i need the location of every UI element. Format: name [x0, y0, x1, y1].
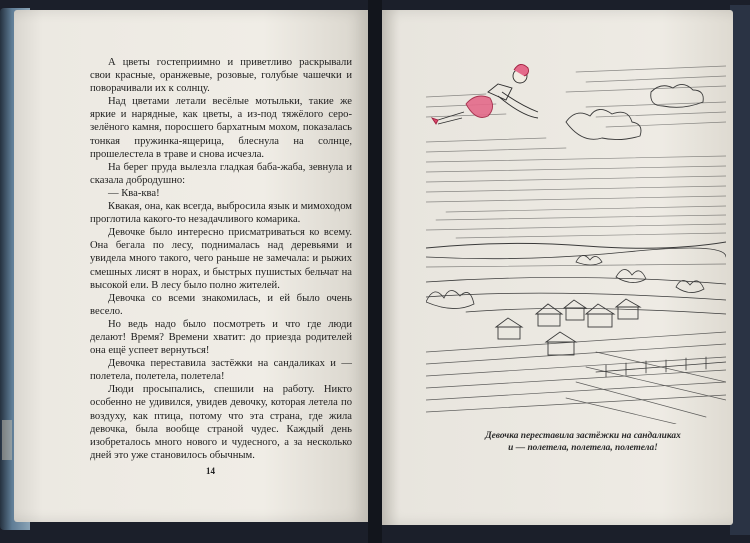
spine-label [2, 420, 12, 460]
page-number: 14 [206, 466, 215, 476]
paragraph: Квакая, она, как всегда, выбросила язык и мимоходом проглотила какого-то незадачливого комарика. [90, 201, 352, 226]
paragraph: Девочка со всеми знакомилась, и ей было очень весело. [90, 292, 352, 317]
left-page-text [90, 56, 352, 462]
book-gutter [368, 0, 382, 543]
paragraph: Девочке было интересно присматриваться ко всему. Она бегала по лесу, поднималась над деревьями и увидела много такого, чего раньше не замечала: и рыжих смешных лисят в норах, и быстрых пушистых бельчат на высокой ели. В лесу было полно жителей. [90, 227, 352, 291]
village-houses [496, 299, 640, 355]
dialogue-line: — Ква-ква! [108, 187, 160, 199]
book-cover-right [730, 5, 750, 535]
paragraph: Люди просыпались, спешили на работу. Никто особенно не удивился, увидев девочку, которая летела по воздуху, как птица, потому что эта страна, где жила девочка, была вообще страной чудес. Каждый день изобреталось много нового и чудесного, а за несколько дней это уже становилось обычным. [90, 384, 352, 461]
cloud [566, 109, 641, 139]
foreground-fields [426, 332, 726, 424]
paragraph: Но ведь надо было посмотреть и что где люди делают! Время? Времени хватит: до приезда родителей она ещё успеет вернуться! [90, 318, 352, 357]
paragraph: Девочка переставила застёжки на сандаликах и — полетела, полетела, полетела! [90, 358, 352, 383]
paragraph: Над цветами летали весёлые мотыльки, такие же яркие и нарядные, как цветы, а из-под тяжёлого серо-зелёного камня, поросшего бархатным мохом, показалась тонкая пружинка-ящерица, блеснула на солнце, прошелестела в траве и снова исчезла. [90, 96, 352, 160]
paragraph: На берег пруда вылезла гладкая баба-жаба, зевнула и сказала добродушно: [90, 161, 352, 186]
illustration-caption [438, 430, 728, 454]
caption-line: и — полетела, полетела, полетела! [508, 443, 658, 453]
sky-hatching [426, 66, 726, 238]
caption-line: Девочка переставила застёжки на сандаликах [485, 431, 681, 441]
paragraph: А цветы гостеприимно и приветливо раскрывали свои красные, оранжевые, розовые, голубые чашечки и поворачивали их к солнцу. [90, 57, 352, 95]
illustration-flying-girl-landscape [426, 52, 726, 424]
trees [426, 255, 704, 308]
